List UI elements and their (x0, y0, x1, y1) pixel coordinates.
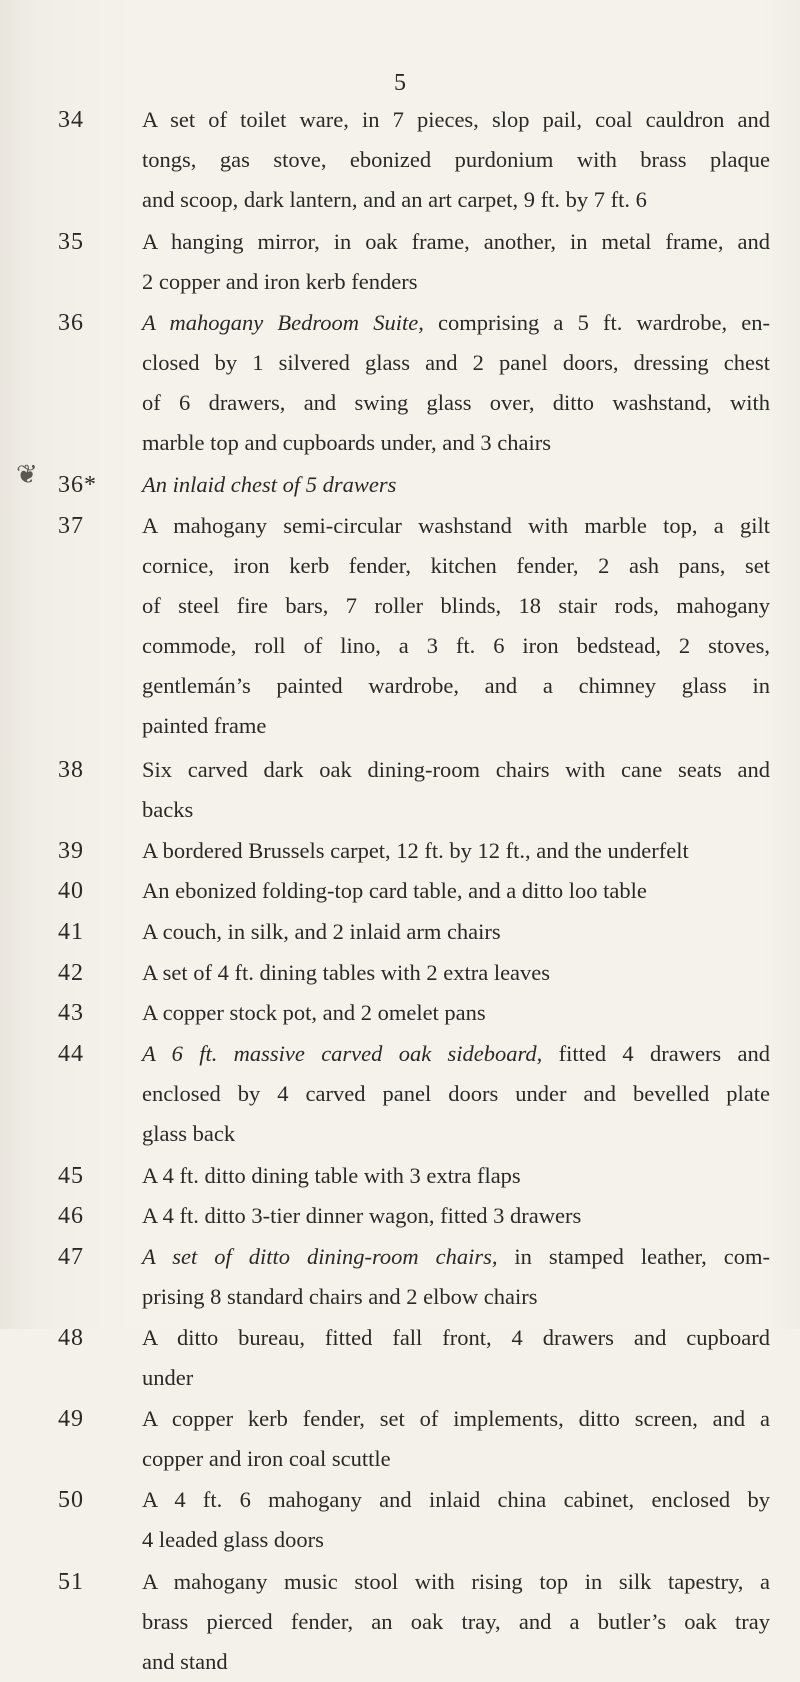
lot-description (142, 912, 770, 952)
lot-number: 50 (58, 1487, 84, 1514)
description-line: A ditto bureau, fitted fall front, 4 drawers and cupboard (142, 1325, 770, 1350)
description-line: A bordered Brussels carpet, 12 ft. by 12 ft., and the underfelt (142, 837, 689, 863)
lot-number: 36* (58, 472, 97, 499)
description-line: of 6 drawers, and swing glass over, ditto washstand, with (142, 390, 770, 415)
lot-description (142, 506, 770, 746)
description-line: cornice, iron kerb fender, kitchen fender, 2 ash pans, set (142, 553, 770, 578)
lot-description (142, 303, 770, 463)
description-line: copper and iron coal scuttle (142, 1446, 391, 1472)
description-line: A 4 ft. ditto dining table with 3 extra flaps (142, 1162, 521, 1188)
lot-description (142, 1480, 770, 1560)
description-line: gentlemán’s painted wardrobe, and a chimney glass in (142, 673, 770, 698)
description-line: A set of ditto dining-room chairs, in stamped leather, com- (142, 1243, 770, 1269)
description-line: 4 leaded glass doors (142, 1527, 324, 1553)
description-line: commode, roll of lino, a 3 ft. 6 iron bedstead, 2 stoves, (142, 633, 770, 658)
description-line: A 4 ft. 6 mahogany and inlaid china cabinet, enclosed by (142, 1487, 770, 1513)
lot-description (142, 993, 770, 1033)
description-line: A 4 ft. ditto 3-tier dinner wagon, fitted 3 drawers (142, 1203, 582, 1229)
lot-number: 34 (58, 107, 84, 133)
lot-number: 37 (58, 513, 84, 539)
description-line: closed by 1 silvered glass and 2 panel doors, dressing chest (142, 350, 770, 375)
lot-description (142, 1237, 770, 1317)
description-line: and scoop, dark lantern, and an art carpet, 9 ft. by 7 ft. 6 (142, 187, 647, 212)
lot-description (142, 871, 770, 911)
description-line: brass pierced fender, an oak tray, and a butler’s oak tray (142, 1608, 770, 1634)
description-line: A set of toilet ware, in 7 pieces, slop pail, coal cauldron and (142, 107, 770, 132)
description-line: Six carved dark oak dining-room chairs with cane seats and (142, 756, 770, 782)
description-line: A copper kerb fender, set of implements, ditto screen, and a (142, 1406, 770, 1432)
description-line: A hanging mirror, in oak frame, another, in metal frame, and (142, 228, 770, 254)
description-line: prising 8 standard chairs and 2 elbow chairs (142, 1283, 538, 1309)
description-line: An inlaid chest of 5 drawers (142, 472, 397, 498)
description-line: A mahogany Bedroom Suite, comprising a 5 ft. wardrobe, en- (142, 310, 770, 335)
description-line: A mahogany semi-circular washstand with marble top, a gilt (142, 513, 770, 538)
lot-number: 43 (58, 1000, 84, 1027)
lot-description (142, 222, 770, 302)
description-line: A mahogany music stool with rising top in silk tapestry, a (142, 1568, 770, 1594)
description-line: and stand (142, 1648, 228, 1674)
description-line: glass back (142, 1120, 236, 1146)
lot-number: 47 (58, 1243, 84, 1270)
description-line: tongs, gas stove, ebonized purdonium with brass plaque (142, 147, 770, 172)
lot-number: 44 (58, 1040, 84, 1067)
page-number: 5 (394, 70, 406, 96)
lot-description (142, 1399, 770, 1479)
lot-number: 46 (58, 1203, 84, 1230)
lot-number: 51 (58, 1568, 84, 1595)
description-line: under (142, 1365, 194, 1390)
lot-description (142, 750, 770, 830)
description-line: A copper stock pot, and 2 omelet pans (142, 1000, 486, 1026)
lot-description (142, 1562, 770, 1682)
lot-description (142, 1196, 770, 1236)
lot-number: 42 (58, 959, 84, 986)
lot-number: 49 (58, 1406, 84, 1433)
lot-number: 38 (58, 756, 84, 783)
lot-description (142, 1318, 770, 1398)
lot-description (142, 1156, 770, 1196)
description-line: A couch, in silk, and 2 inlaid arm chairs (142, 919, 501, 944)
lot-number: 40 (58, 878, 84, 905)
lot-number: 35 (58, 228, 84, 255)
lot-number: 39 (58, 837, 84, 864)
lot-description (142, 100, 770, 220)
lot-number: 41 (58, 919, 84, 945)
description-line: backs (142, 796, 194, 822)
lot-number: 48 (58, 1325, 84, 1351)
lot-description (142, 953, 770, 993)
description-line: of steel fire bars, 7 roller blinds, 18 stair rods, mahogany (142, 593, 770, 618)
description-line: An ebonized folding-top card table, and a ditto loo table (142, 878, 647, 904)
description-line: painted frame (142, 713, 267, 738)
description-line: 2 copper and iron kerb fenders (142, 268, 418, 294)
margin-mark: ❦ (16, 460, 38, 489)
lot-description (142, 1034, 770, 1154)
lot-description (142, 831, 770, 871)
description-line: A set of 4 ft. dining tables with 2 extra leaves (142, 959, 551, 985)
lot-description (142, 465, 770, 505)
description-line: enclosed by 4 carved panel doors under and bevelled plate (142, 1080, 770, 1106)
description-line: marble top and cupboards under, and 3 chairs (142, 430, 551, 455)
lot-number: 45 (58, 1162, 84, 1189)
lot-number: 36 (58, 310, 84, 336)
description-line: A 6 ft. massive carved oak sideboard, fitted 4 drawers and (142, 1040, 770, 1066)
